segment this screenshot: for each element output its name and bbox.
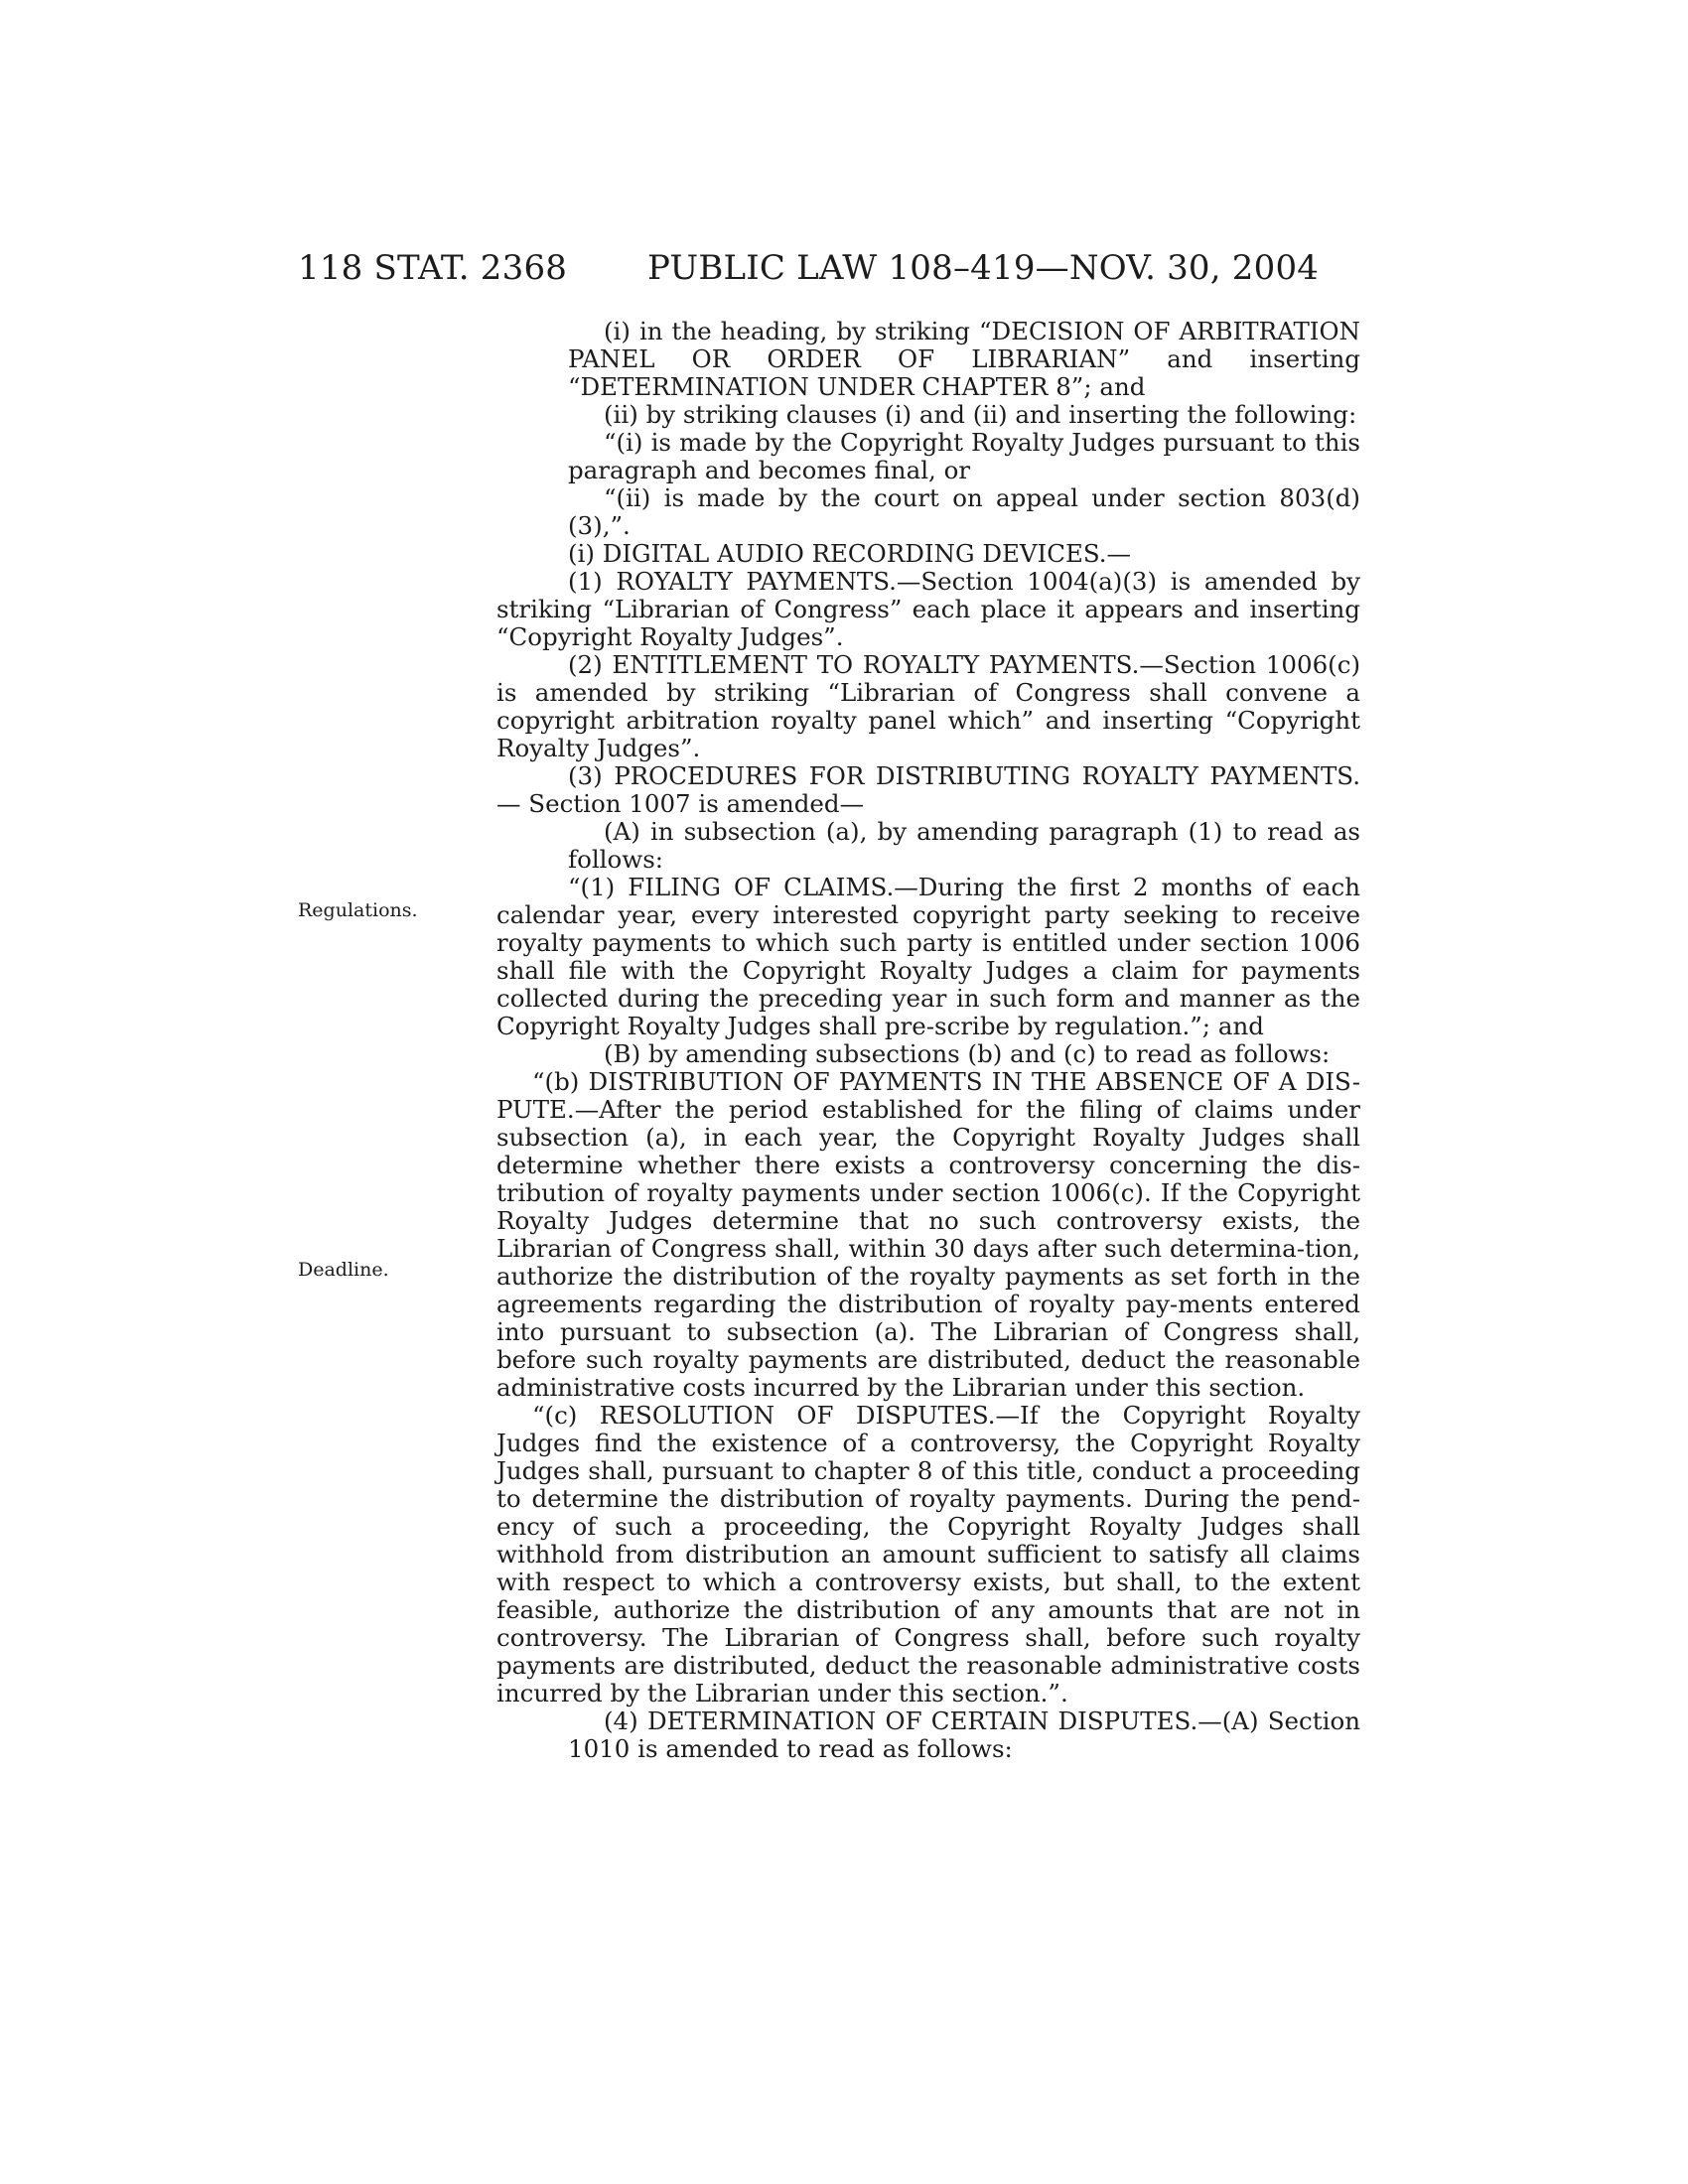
quoted-clause-i: “(i) is made by the Copyright Royalty Judges pursuant to this paragraph and becomes final, or: [568, 428, 1360, 484]
page-stat-number: 118 STAT. 2368: [298, 248, 568, 288]
quoted-filing-of-claims: “(1) FILING OF CLAIMS.—During the first 2 months of each calendar year, every interested copyright party seeking to receive royalty payments to which such party is entitled under section 1006 shall file with the Copyright Royalty Judges a claim for payments collected during the preceding year in such form and manner as the Copyright Royalty Judges shall pre-scribe by regulation.”; and: [496, 873, 1360, 1040]
clause-i-heading: (i) in the heading, by striking “DECISION OF ARBITRATION PANEL OR ORDER OF LIBRARIAN” and inserting “DETERMINATION UNDER CHAPTER 8”; and: [568, 317, 1360, 401]
paragraph-4-determination: (4) DETERMINATION OF CERTAIN DISPUTES.—(A) Section 1010 is amended to read as follows:: [568, 1706, 1360, 1763]
subparagraph-a: (A) in subsection (a), by amending paragraph (1) to read as follows:: [568, 817, 1360, 874]
quoted-subsection-b: “(b) DISTRIBUTION OF PAYMENTS IN THE ABSENCE OF A DIS-PUTE.—After the period established for the filing of claims under subsection (a), in each year, the Copyright Royalty Judges shall determine whether there exists a controversy concerning the dis-tribution of royalty payments under section 1006(c). If the Copyright Royalty Judges determine that no such controversy exists, the Librarian of Congress shall, within 30 days after such determina-tion, authorize the distribution of the royalty payments as set forth in the agreements regarding the distribution of royalty pay-ments entered into pursuant to subsection (a). The Librarian of Congress shall, before such royalty payments are distributed, deduct the reasonable administrative costs incurred by the Librarian under this section.: [496, 1067, 1360, 1402]
quoted-subsection-c: “(c) RESOLUTION OF DISPUTES.—If the Copyright Royalty Judges find the existence of a controversy, the Copyright Royalty Judges shall, pursuant to chapter 8 of this title, conduct a proceeding to determine the distribution of royalty payments. During the pend-ency of such a proceeding, the Copyright Royalty Judges shall withhold from distribution an amount sufficient to satisfy all claims with respect to which a controversy exists, but shall, to the extent feasible, authorize the distribution of any amounts that are not in controversy. The Librarian of Congress shall, before such royalty payments are distributed, deduct the reasonable administrative costs incurred by the Librarian under this section.”.: [496, 1401, 1360, 1707]
margin-note-deadline: Deadline.: [298, 1259, 389, 1281]
body-text: [496, 318, 1360, 1763]
running-header: PUBLIC LAW 108–419—NOV. 30, 2004: [647, 248, 1320, 288]
clause-ii-striking: (ii) by striking clauses (i) and (ii) and inserting the following:: [604, 400, 1357, 429]
subparagraph-b: (B) by amending subsections (b) and (c) to read as follows:: [604, 1039, 1331, 1068]
subsection-i-heading: (i) DIGITAL AUDIO RECORDING DEVICES.—: [568, 539, 1132, 568]
paragraph-2-entitlement: (2) ENTITLEMENT TO ROYALTY PAYMENTS.—Section 1006(c) is amended by striking “Librarian of Congress shall convene a copyright arbitration royalty panel which” and inserting “Copyright Royalty Judges”.: [496, 650, 1360, 762]
paragraph-1-royalty-payments: (1) ROYALTY PAYMENTS.—Section 1004(a)(3) is amended by striking “Librarian of Congress” each place it appears and inserting “Copyright Royalty Judges”.: [496, 567, 1360, 651]
quoted-clause-ii: “(ii) is made by the court on appeal under section 803(d)(3),”.: [568, 483, 1360, 540]
margin-note-regulations: Regulations.: [298, 899, 418, 921]
paragraph-3-procedures: (3) PROCEDURES FOR DISTRIBUTING ROYALTY PAYMENTS.— Section 1007 is amended—: [496, 761, 1360, 818]
